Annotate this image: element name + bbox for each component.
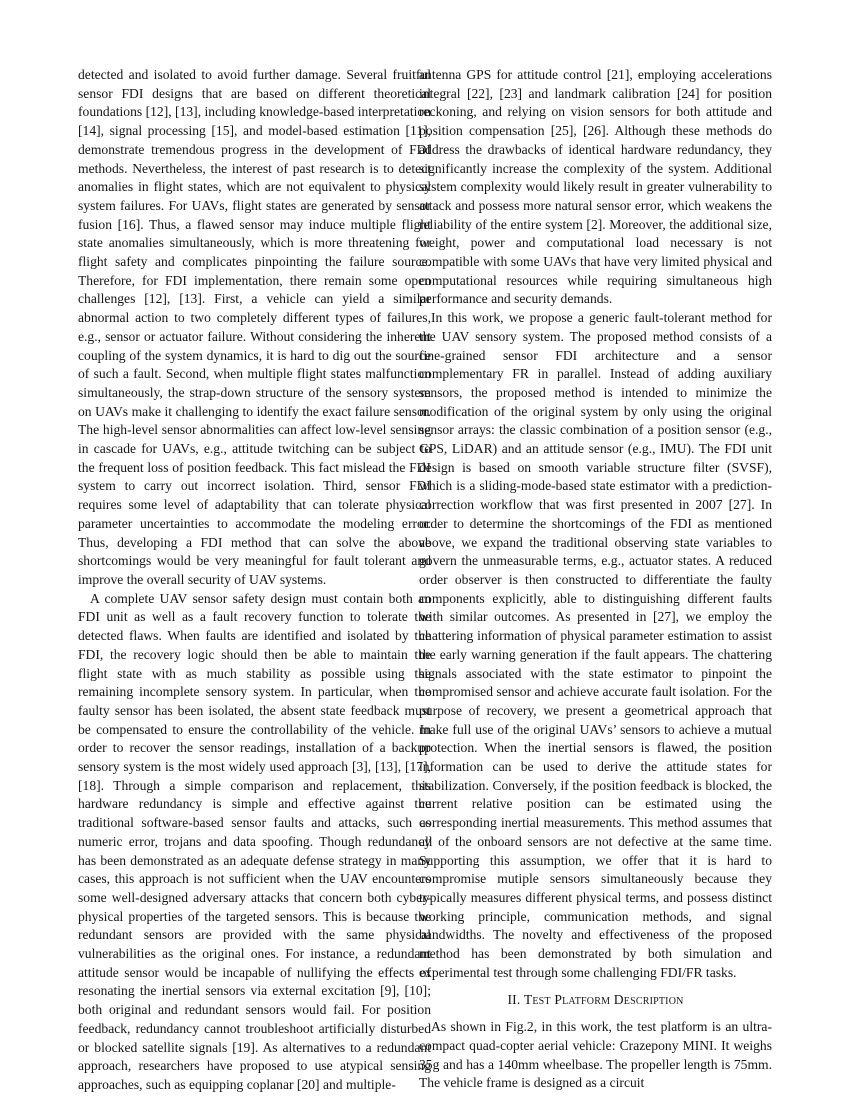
body-paragraph: A complete UAV sensor safety design must contain both an FDI unit as well as a fault recovery function to tolerate the detected flaws. When faults are identified and isolated by the FDI, the recovery logic should then be able to maintain the flight state with as much stability as possible using the remaining incomplete sensory system. In particular, when the faulty sensor has been isolated, the absent state feedback must be compensated to ensure the controllability of the vehicle. In order to recover the sensor readings, installation of a backup sensory system is the most widely used approach [3], [13], [17], [18]. Through a simple comparison and replacement, this hardware redundancy is simple and effective against the traditional software-based sensor faults and attacks, such as numeric error, trojans and data spoofing. Though redundancy has been demonstrated as an adequate defense strategy in many cases, this approach is not sufficient when the UAV encounters some well-designed adversary attacks that concern both cyber-physical properties of the targeted sensors. This is because the redundant sensors are provided with the same physical vulnerabilities as the original ones. For instance, a redundant attitude sensor would be incapable of nullifying the effects of resonating the inertial sensors via external excitation [9], [10]; both original and redundant sensors would fail. For position feedback, redundancy cannot troubleshoot artificially disturbed or blocked satellite signals [19]. As alternatives to a redundant approach, researchers have proposed to use atypical sensing approaches, such as equipping coplanar [20] and multiple- [78,590,431,1092]
body-paragraph: detected and isolated to avoid further damage. Several fruitful sensor FDI designs that are based on different theoretical foundations [12], [13], including knowledge-based interpretation [14], signal processing [15], and model-based estimation [11], demonstrate tremendous progress in the development of FDI methods. Nevertheless, the interest of past research is to detect anomalies in flight states, which are not equivalent to physical system failures. For UAVs, flight states are generated by sensor fusion [16]. Thus, a flawed sensor may induce multiple flight state anomalies simultaneously, which is more threatening for flight safety and complicates pinpointing the failure source. Therefore, for FDI implementation, there remain some open challenges [12], [13]. First, a vehicle can yield a similar abnormal action to two completely different types of failures, e.g., sensor or actuator failure. Without considering the inherent coupling of the system dynamics, it is hard to dig out the source of such a fault. Second, when multiple flight states malfunction simultaneously, the strap-down structure of the sensory system on UAVs make it challenging to identify the exact failure sensor. The high-level sensor abnormalities can affect low-level sensing in cascade for UAVs, e.g., attitude twitching can be subject to the frequent loss of position feedback. This fact mislead the FDI system to carry out incorrect isolation. Third, sensor FDI requires some level of adaptability that can tolerate physical parameter uncertainties to accommodate the modeling error. Thus, developing a FDI method that can solve the above shortcomings would be very meaningful for fault tolerant and improve the overall security of UAV systems. [78,67,431,587]
right-column [419,66,772,1093]
left-column [78,66,431,1095]
body-paragraph: As shown in Fig.2, in this work, the test platform is an ultra-compact quad-copter aerial vehicle: Crazepony MINI. It weighs 35g and has a 140mm wheelbase. The propeller length is 75mm. The vehicle frame is designed as a circuit [419,1019,772,1091]
body-paragraph: In this work, we propose a generic fault-tolerant method for the UAV sensory system. The proposed method consists of a fine-grained sensor FDI architecture and a sensor complementary FR in parallel. Instead of adding auxiliary sensors, the proposed method is intended to minimize the modification of the original system by only using the original sensor arrays: the classic combination of a position sensor (e.g., GPS, LiDAR) and an attitude sensor (e.g., IMU). The FDI unit design is based on smooth variable structure filter (SVSF), which is a sliding-mode-based state estimator with a prediction-correction workflow that was first presented in 2007 [27]. In order to determine the shortcomings of the FDI as mentioned above, we expand the traditional observing state variables to govern the unmeasurable terms, e.g., actuator states. A reduced order observer is then constructed to differentiate the faulty components explicitly, able to distinguishing different faults with similar outcomes. As presented in [27], we employ the chattering information of physical parameter estimation to assist the early warning generation if the fault appears. The chattering signals associated with the state estimator to pinpoint the compromised sensor and achieve accurate fault isolation. For the purpose of recovery, we present a geometrical approach that make full use of the original UAVs’ sensors to achieve a mutual protection. When the inertial sensors is flawed, the position information can be used to derive the attitude states for stabilization. Conversely, if the position feedback is blocked, the current relative position can be estimated using the corresponding inertial measurements. This method assumes that all of the onboard sensors are not defective at the same time. Supporting this assumption, we offer that it is hard to compromise mutiple sensors simultaneously because they typically measures different physical terms, and possess distinct working principle, communication methods, and signal bandwidths. The novelty and effectiveness of the proposed method has been demonstrated by both simulation and experimental test through some challenging FDI/FR tasks. [419,310,772,980]
section-heading: II. Test Platform Description [507,992,684,1008]
body-paragraph: antenna GPS for attitude control [21], employing accelerations integral [22], [23] and landmark calibration [24] for position reckoning, and relying on vision sensors for both attitude and position compensation [25], [26]. Although these methods do address the drawbacks of identical hardware redundancy, they significantly increase the complexity of the system. Additional system complexity would likely result in greater vulnerability to attack and possess more natural sensor error, which weakens the reliability of the entire system [2]. Moreover, the additional size, weight, power and computational load necessary is not compatible with some UAVs that have very limited physical and computational resources while requiring simultaneous high performance and security demands. [419,67,772,307]
